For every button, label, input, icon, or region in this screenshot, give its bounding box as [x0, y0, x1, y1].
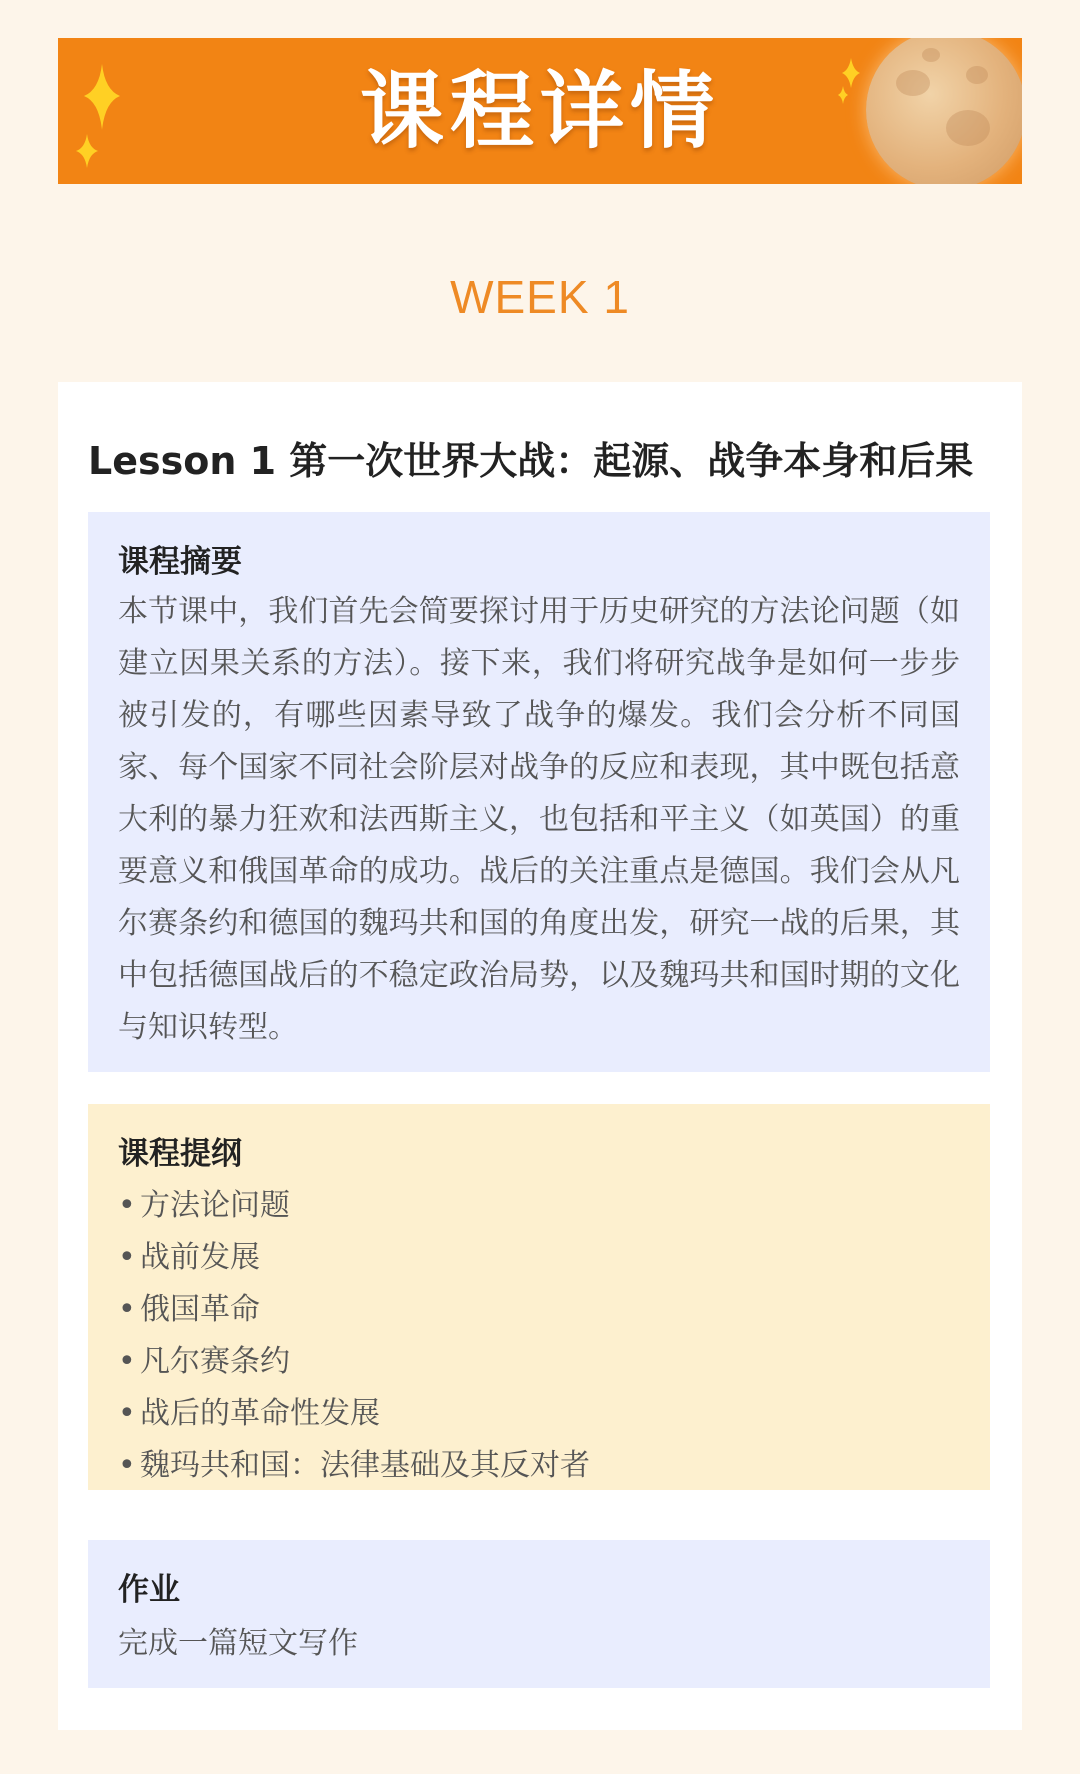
- banner-title: 课程详情: [359, 62, 720, 160]
- homework-text: 完成一篇短文写作: [118, 1626, 358, 1661]
- homework-heading: 作业: [118, 1572, 180, 1608]
- list-item: • 俄国革命: [118, 1284, 960, 1336]
- list-item: • 战后的革命性发展: [118, 1388, 960, 1440]
- week-label: WEEK 1: [450, 271, 630, 323]
- summary-text: 本节课中，我们首先会简要探讨用于历史研究的方法论问题（如建立因果关系的方法）。接下来，我们将研究战争是如何一步步被引发的，有哪些因素导致了战争的爆发。我们会分析不同国家、每个国家不同社会阶层对战争的反应和表现，其中既包括意大利的暴力狂欢和法西斯主义，也包括和平主义（如英国）的重要意义和俄国革命的成功。战后的关注重点是德国。我们会从凡尔赛条约和德国的魏玛共和国的角度出发，研究一战的后果，其中包括德国战后的不稳定政治局势，以及魏玛共和国时期的文化与知识转型。: [118, 594, 960, 1045]
- list-item: • 魏玛共和国：法律基础及其反对者: [118, 1440, 960, 1492]
- list-item: • 方法论问题: [118, 1180, 960, 1232]
- homework-section: [88, 1540, 990, 1688]
- lesson-title: Lesson 1 第一次世界大战：起源、战争本身和后果: [88, 439, 974, 483]
- list-item: • 凡尔赛条约: [118, 1336, 960, 1388]
- outline-heading: 课程提纲: [118, 1136, 242, 1172]
- bullet-icon: •: [118, 1448, 136, 1483]
- list-item: • 战前发展: [118, 1232, 960, 1284]
- bullet-icon: •: [118, 1292, 136, 1327]
- bullet-icon: •: [118, 1344, 136, 1379]
- outline-list: [118, 1180, 960, 1492]
- header-banner: [58, 38, 1022, 184]
- bullet-icon: •: [118, 1396, 136, 1431]
- summary-section: [88, 512, 990, 1072]
- lesson-card: [58, 382, 1022, 1730]
- outline-section: [88, 1104, 990, 1490]
- bullet-icon: •: [118, 1240, 136, 1275]
- summary-heading: 课程摘要: [118, 544, 242, 580]
- bullet-icon: •: [118, 1188, 136, 1223]
